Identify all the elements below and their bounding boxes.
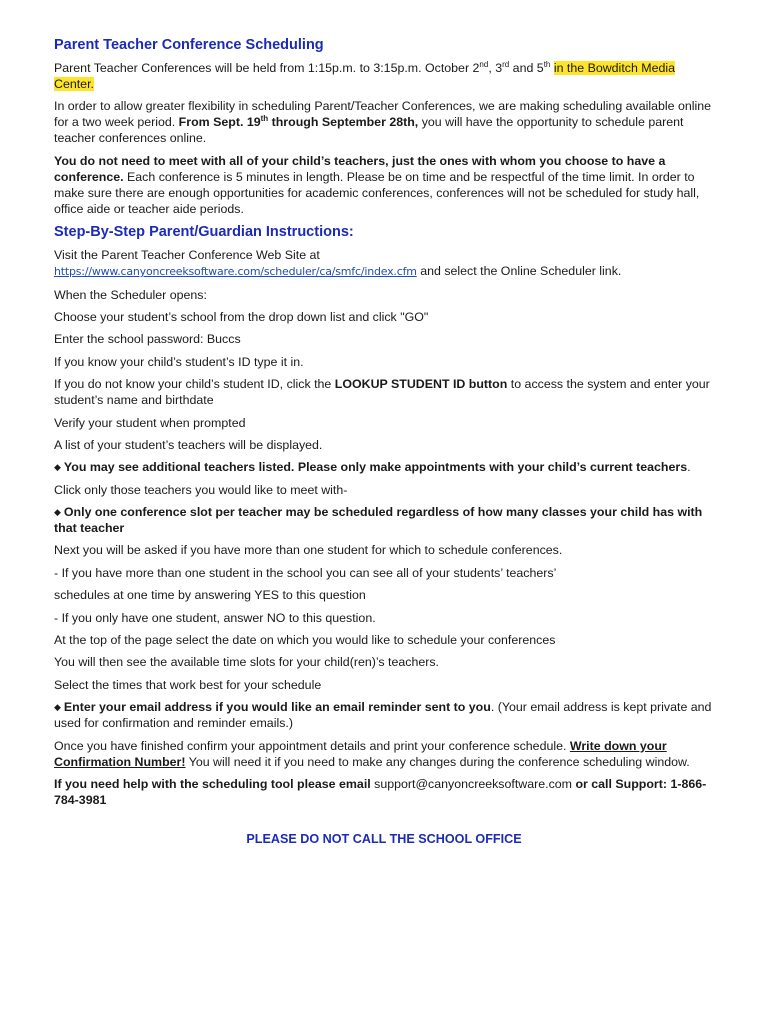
flexibility-paragraph [54,98,714,146]
note-additional-teachers [54,459,714,475]
footer-warning: PLEASE DO NOT CALL THE SCHOOL OFFICE [246,831,522,846]
additional-bold: You may see additional teachers listed. Please only make appointments with your child’s current teachers [63,460,688,475]
steps-heading: Step-By-Step Parent/Guardian Instructions: [54,224,354,241]
step-yes-line-2: schedules at one time by answering YES to this question [54,588,366,603]
flex-text-2: you will have the opportunity to schedule parent teacher conferences online. [54,115,684,146]
confirmation-number-note: Write down your Confirmation Number! [54,738,667,769]
page-title: Parent Teacher Conference Scheduling [54,37,324,53]
step-time-slots: You will then see the available time slots for your child(ren)’s teachers. [54,655,439,670]
intro-text-2: , 3 [488,61,503,75]
help-paragraph [54,776,714,808]
not-all-teachers-paragraph [54,153,714,217]
step-click-teachers: Click only those teachers you would like to meet with- [54,482,348,497]
location-highlight: in the Bowditch Media Center. [54,61,676,91]
step-no: - If you only have one student, answer NO to this question. [54,610,376,625]
step-yes-line-1: - If you have more than one student in the school you can see all of your students’ teachers’ [54,565,557,580]
intro-text-3: and 5 [509,61,544,75]
lookup-text-2: to access the system and enter your student’s name and birthdate [54,377,710,408]
help-bold-1: If you need help with the scheduling tool please email [54,776,371,791]
step-confirm [54,738,714,770]
diamond-bullet-icon: ◆ [54,507,61,518]
intro-sup-3: th [543,59,551,69]
step-more-students: Next you will be asked if you have more than one student for which to schedule conferences. [54,543,563,558]
flex-text-1: In order to allow greater flexibility in scheduling Parent/Teacher Conferences, we are making scheduling available online for a two week period. [54,99,712,130]
email-rest: . (Your email address is kept private and used for confirmation and reminder emails.) [54,700,712,731]
visit-text: Visit the Parent Teacher Conference Web Site at [54,248,320,263]
document-page [54,36,714,846]
intro-text-1: Parent Teacher Conferences will be held from 1:15p.m. to 3:15p.m. October 2 [54,61,480,75]
lookup-bold: LOOKUP STUDENT ID button [334,377,508,392]
confirm-text-1: Once you have finished confirm your appointment details and print your conference schedule. [54,738,570,753]
visit-step [54,247,714,280]
diamond-bullet-icon: ◆ [54,702,61,713]
not-all-rest: Each conference is 5 minutes in length. Please be on time and be respectful of the time limit. In order to make sure there are enough opportunities for academic conferences, conferences will not be scheduled for study hall, office aide or teacher aide periods. [54,169,700,216]
help-bold-2: or call Support: 1-866-784-3981 [54,776,707,807]
email-bold: Enter your email address if you would like an email reminder sent to you [63,700,491,715]
lookup-text-1: If you do not know your child’s student ID, click the [54,377,335,392]
scheduler-link[interactable]: https://www.canyoncreeksoftware.com/scheduler/ca/smfc/index.cfm [54,265,417,279]
additional-end: . [687,460,691,475]
step-choose-school: Choose your student’s school from the drop down list and click "GO" [54,309,429,324]
not-all-bold: You do not need to meet with all of your child’s teachers, just the ones with whom you choose to have a conference. [54,153,666,184]
one-slot-bold: Only one conference slot per teacher may be scheduled regardless of how many classes your child has with that teacher [54,505,703,536]
intro-sup-2: rd [502,59,510,69]
visit-after: and select the Online Scheduler link. [416,264,622,279]
flex-sup: th [260,114,269,124]
intro-sup-1: nd [479,59,489,69]
step-know-id: If you know your child’s student’s ID type it in. [54,354,304,369]
step-lookup [54,376,714,408]
step-verify: Verify your student when prompted [54,415,246,430]
intro-paragraph [54,60,714,92]
diamond-bullet-icon: ◆ [54,462,61,473]
flex-bold-1: From Sept. 19 [178,115,261,130]
note-email [54,699,714,731]
step-teacher-list: A list of your student’s teachers will be displayed. [54,437,323,452]
step-password: Enter the school password: Buccs [54,332,241,347]
flex-bold-2: through September 28th, [268,115,419,130]
step-opens: When the Scheduler opens: [54,287,207,302]
support-email: support@canyoncreeksoftware.com [370,776,572,791]
confirm-text-2: You will need it if you need to make any changes during the conference scheduling window. [185,754,690,769]
step-select-date: At the top of the page select the date on which you would like to schedule your conferences [54,633,556,648]
step-select-times: Select the times that work best for your schedule [54,677,322,692]
note-one-slot [54,504,714,536]
